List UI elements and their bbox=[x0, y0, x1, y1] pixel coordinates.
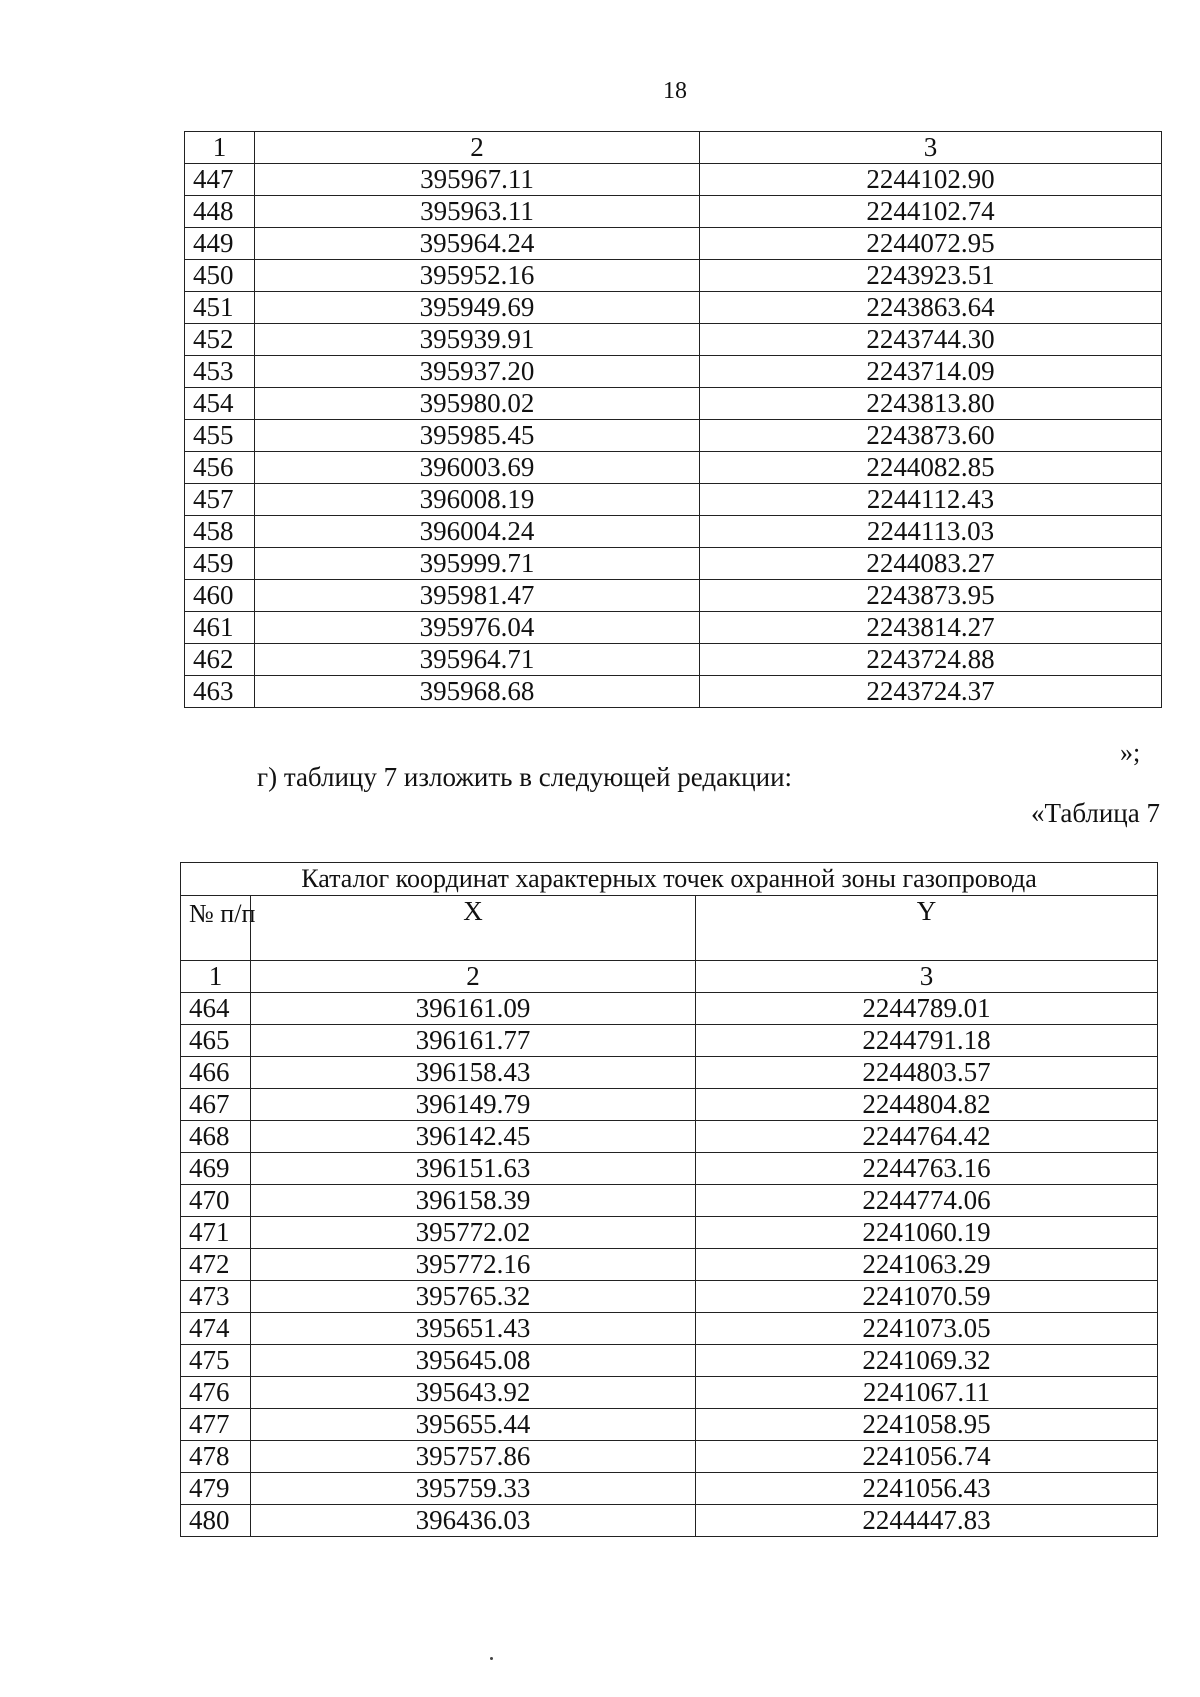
y-coordinate-cell: 2244102.90 bbox=[700, 164, 1162, 196]
x-coordinate-cell: 396158.39 bbox=[251, 1185, 696, 1217]
x-coordinate-cell: 395967.11 bbox=[255, 164, 700, 196]
column-number-cell: 3 bbox=[696, 961, 1158, 993]
column-number-cell: 3 bbox=[700, 132, 1162, 164]
column-number-cell: 1 bbox=[185, 132, 255, 164]
y-coordinate-cell: 2244083.27 bbox=[700, 548, 1162, 580]
table-row bbox=[185, 260, 1162, 292]
column-number-cell: 2 bbox=[251, 961, 696, 993]
x-coordinate-cell: 395937.20 bbox=[255, 356, 700, 388]
x-coordinate-cell: 395999.71 bbox=[255, 548, 700, 580]
table-row bbox=[185, 644, 1162, 676]
y-coordinate-cell: 2244774.06 bbox=[696, 1185, 1158, 1217]
x-coordinate-cell: 395976.04 bbox=[255, 612, 700, 644]
table-row bbox=[181, 1217, 1158, 1249]
coordinates-table-continued-body bbox=[185, 132, 1162, 708]
point-number-cell: 479 bbox=[181, 1473, 251, 1505]
table-row bbox=[181, 1441, 1158, 1473]
table-row bbox=[185, 196, 1162, 228]
point-number-cell: 476 bbox=[181, 1377, 251, 1409]
point-number-cell: 458 bbox=[185, 516, 255, 548]
point-number-cell: 457 bbox=[185, 484, 255, 516]
point-number-cell: 466 bbox=[181, 1057, 251, 1089]
table-row bbox=[181, 1409, 1158, 1441]
table-caption: Каталог координат характерных точек охранной зоны газопровода bbox=[181, 863, 1158, 896]
table-row bbox=[181, 1345, 1158, 1377]
table-row bbox=[181, 1057, 1158, 1089]
y-coordinate-cell: 2243873.95 bbox=[700, 580, 1162, 612]
instruction-text: г) таблицу 7 изложить в следующей редакции: bbox=[257, 762, 793, 792]
x-coordinate-cell: 395757.86 bbox=[251, 1441, 696, 1473]
point-number-cell: 472 bbox=[181, 1249, 251, 1281]
point-number-cell: 470 bbox=[181, 1185, 251, 1217]
table-row bbox=[181, 1473, 1158, 1505]
y-coordinate-cell: 2244112.43 bbox=[700, 484, 1162, 516]
table-row bbox=[185, 356, 1162, 388]
y-coordinate-cell: 2244072.95 bbox=[700, 228, 1162, 260]
table-row bbox=[181, 1185, 1158, 1217]
x-coordinate-cell: 395981.47 bbox=[255, 580, 700, 612]
table-row bbox=[185, 388, 1162, 420]
table-row bbox=[181, 1281, 1158, 1313]
point-number-cell: 469 bbox=[181, 1153, 251, 1185]
table-row bbox=[181, 1089, 1158, 1121]
closing-quote: »; bbox=[1120, 738, 1141, 767]
y-coordinate-cell: 2243863.64 bbox=[700, 292, 1162, 324]
coordinates-table-continued bbox=[184, 131, 1162, 708]
point-number-cell: 454 bbox=[185, 388, 255, 420]
point-number-cell: 463 bbox=[185, 676, 255, 708]
table-row bbox=[185, 484, 1162, 516]
x-coordinate-cell: 395772.02 bbox=[251, 1217, 696, 1249]
point-number-cell: 447 bbox=[185, 164, 255, 196]
y-coordinate-cell: 2241070.59 bbox=[696, 1281, 1158, 1313]
y-coordinate-cell: 2241067.11 bbox=[696, 1377, 1158, 1409]
table-row bbox=[185, 452, 1162, 484]
x-coordinate-cell: 395949.69 bbox=[255, 292, 700, 324]
point-number-cell: 474 bbox=[181, 1313, 251, 1345]
x-coordinate-cell: 395655.44 bbox=[251, 1409, 696, 1441]
x-coordinate-cell: 395964.24 bbox=[255, 228, 700, 260]
coordinates-catalog-table bbox=[180, 862, 1158, 1537]
table-row bbox=[185, 228, 1162, 260]
point-number-cell: 452 bbox=[185, 324, 255, 356]
y-coordinate-cell: 2243714.09 bbox=[700, 356, 1162, 388]
point-number-cell: 449 bbox=[185, 228, 255, 260]
table-row bbox=[185, 164, 1162, 196]
x-coordinate-cell: 395765.32 bbox=[251, 1281, 696, 1313]
x-coordinate-cell: 396158.43 bbox=[251, 1057, 696, 1089]
column-header-y: Y bbox=[696, 896, 1158, 961]
y-coordinate-cell: 2244102.74 bbox=[700, 196, 1162, 228]
y-coordinate-cell: 2244791.18 bbox=[696, 1025, 1158, 1057]
point-number-cell: 453 bbox=[185, 356, 255, 388]
table-label: «Таблица 7 bbox=[1031, 798, 1160, 828]
point-number-cell: 467 bbox=[181, 1089, 251, 1121]
point-number-cell: 464 bbox=[181, 993, 251, 1025]
x-coordinate-cell: 396151.63 bbox=[251, 1153, 696, 1185]
y-coordinate-cell: 2241056.74 bbox=[696, 1441, 1158, 1473]
y-coordinate-cell: 2241060.19 bbox=[696, 1217, 1158, 1249]
table-row bbox=[181, 1249, 1158, 1281]
table-row bbox=[185, 292, 1162, 324]
point-number-cell: 448 bbox=[185, 196, 255, 228]
y-coordinate-cell: 2243724.88 bbox=[700, 644, 1162, 676]
page-number: 18 bbox=[663, 78, 687, 104]
table-row bbox=[185, 420, 1162, 452]
point-number-cell: 475 bbox=[181, 1345, 251, 1377]
table-row bbox=[181, 993, 1158, 1025]
table-column-headers-row bbox=[181, 896, 1158, 961]
y-coordinate-cell: 2244082.85 bbox=[700, 452, 1162, 484]
y-coordinate-cell: 2244804.82 bbox=[696, 1089, 1158, 1121]
x-coordinate-cell: 395939.91 bbox=[255, 324, 700, 356]
x-coordinate-cell: 395643.92 bbox=[251, 1377, 696, 1409]
x-coordinate-cell: 396161.77 bbox=[251, 1025, 696, 1057]
table-row bbox=[185, 548, 1162, 580]
x-coordinate-cell: 396004.24 bbox=[255, 516, 700, 548]
column-number-cell: 1 bbox=[181, 961, 251, 993]
y-coordinate-cell: 2244763.16 bbox=[696, 1153, 1158, 1185]
point-number-cell: 461 bbox=[185, 612, 255, 644]
table-column-numbers-row bbox=[181, 961, 1158, 993]
x-coordinate-cell: 395964.71 bbox=[255, 644, 700, 676]
y-coordinate-cell: 2243813.80 bbox=[700, 388, 1162, 420]
y-coordinate-cell: 2243814.27 bbox=[700, 612, 1162, 644]
point-number-cell: 471 bbox=[181, 1217, 251, 1249]
point-number-cell: 455 bbox=[185, 420, 255, 452]
x-coordinate-cell: 396142.45 bbox=[251, 1121, 696, 1153]
x-coordinate-cell: 396149.79 bbox=[251, 1089, 696, 1121]
table-row bbox=[181, 1377, 1158, 1409]
y-coordinate-cell: 2244764.42 bbox=[696, 1121, 1158, 1153]
y-coordinate-cell: 2241058.95 bbox=[696, 1409, 1158, 1441]
x-coordinate-cell: 395645.08 bbox=[251, 1345, 696, 1377]
y-coordinate-cell: 2241069.32 bbox=[696, 1345, 1158, 1377]
point-number-cell: 473 bbox=[181, 1281, 251, 1313]
y-coordinate-cell: 2244447.83 bbox=[696, 1505, 1158, 1537]
point-number-cell: 477 bbox=[181, 1409, 251, 1441]
point-number-cell: 465 bbox=[181, 1025, 251, 1057]
table-row bbox=[185, 324, 1162, 356]
x-coordinate-cell: 395772.16 bbox=[251, 1249, 696, 1281]
table-row bbox=[181, 1121, 1158, 1153]
table-row bbox=[181, 1153, 1158, 1185]
y-coordinate-cell: 2241056.43 bbox=[696, 1473, 1158, 1505]
y-coordinate-cell: 2244803.57 bbox=[696, 1057, 1158, 1089]
point-number-cell: 478 bbox=[181, 1441, 251, 1473]
y-coordinate-cell: 2243923.51 bbox=[700, 260, 1162, 292]
table-row bbox=[185, 612, 1162, 644]
table-column-numbers-row bbox=[185, 132, 1162, 164]
x-coordinate-cell: 396161.09 bbox=[251, 993, 696, 1025]
y-coordinate-cell: 2243744.30 bbox=[700, 324, 1162, 356]
table-row bbox=[181, 1505, 1158, 1537]
point-number-cell: 462 bbox=[185, 644, 255, 676]
x-coordinate-cell: 395980.02 bbox=[255, 388, 700, 420]
x-coordinate-cell: 396008.19 bbox=[255, 484, 700, 516]
scan-speck bbox=[490, 1657, 493, 1660]
y-coordinate-cell: 2241063.29 bbox=[696, 1249, 1158, 1281]
x-coordinate-cell: 395963.11 bbox=[255, 196, 700, 228]
x-coordinate-cell: 395952.16 bbox=[255, 260, 700, 292]
point-number-cell: 468 bbox=[181, 1121, 251, 1153]
table-row bbox=[185, 516, 1162, 548]
point-number-cell: 450 bbox=[185, 260, 255, 292]
x-coordinate-cell: 395651.43 bbox=[251, 1313, 696, 1345]
point-number-cell: 480 bbox=[181, 1505, 251, 1537]
column-header-point-number: № п/п bbox=[181, 896, 251, 961]
table-row bbox=[185, 676, 1162, 708]
column-header-x: X bbox=[251, 896, 696, 961]
table-row bbox=[181, 1313, 1158, 1345]
coordinates-catalog-table-body bbox=[181, 863, 1158, 1537]
column-number-cell: 2 bbox=[255, 132, 700, 164]
x-coordinate-cell: 395985.45 bbox=[255, 420, 700, 452]
y-coordinate-cell: 2241073.05 bbox=[696, 1313, 1158, 1345]
point-number-cell: 451 bbox=[185, 292, 255, 324]
x-coordinate-cell: 395968.68 bbox=[255, 676, 700, 708]
table-row bbox=[185, 580, 1162, 612]
x-coordinate-cell: 396436.03 bbox=[251, 1505, 696, 1537]
table-caption-row bbox=[181, 863, 1158, 896]
point-number-cell: 460 bbox=[185, 580, 255, 612]
y-coordinate-cell: 2243724.37 bbox=[700, 676, 1162, 708]
y-coordinate-cell: 2244113.03 bbox=[700, 516, 1162, 548]
point-number-cell: 459 bbox=[185, 548, 255, 580]
point-number-cell: 456 bbox=[185, 452, 255, 484]
table-row bbox=[181, 1025, 1158, 1057]
y-coordinate-cell: 2243873.60 bbox=[700, 420, 1162, 452]
y-coordinate-cell: 2244789.01 bbox=[696, 993, 1158, 1025]
x-coordinate-cell: 396003.69 bbox=[255, 452, 700, 484]
x-coordinate-cell: 395759.33 bbox=[251, 1473, 696, 1505]
